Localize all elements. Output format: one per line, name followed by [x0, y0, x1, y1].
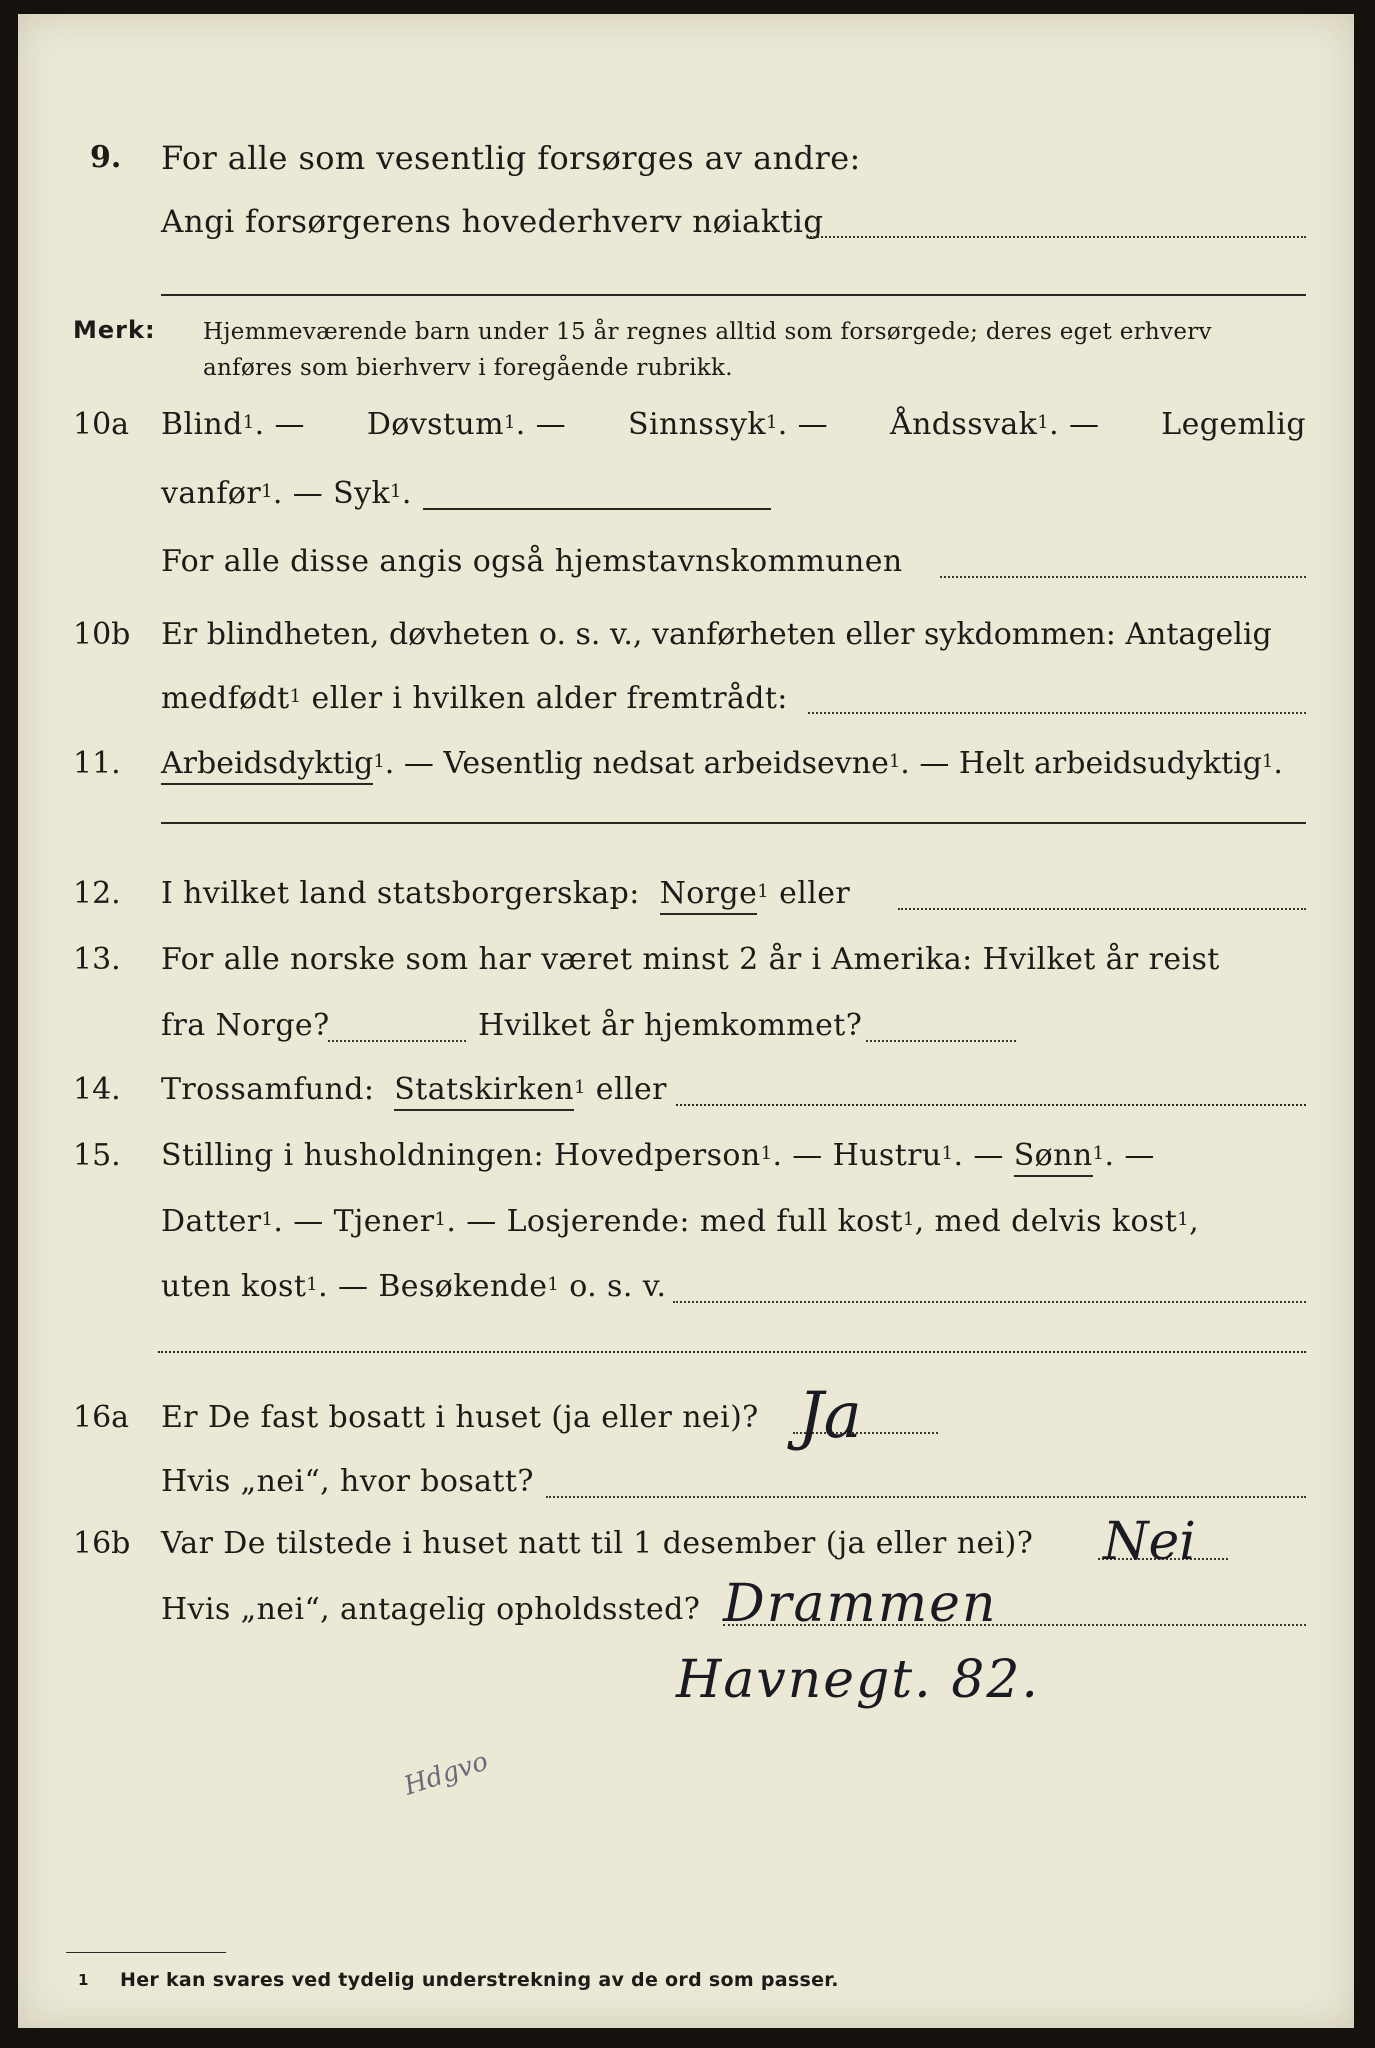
opt-legemlig: Legemlig [1161, 407, 1306, 442]
pencil-note: Hdgvo [400, 1746, 492, 1802]
q15-line1: Stilling i husholdningen: Hovedperson$^1$. — Hustru$^1$. — Sønn$^1$. — [161, 1138, 1155, 1174]
q13-number: 13. [73, 942, 121, 977]
q12-norge-underlined: Norge [660, 876, 758, 915]
q10a-syk-line [423, 508, 771, 510]
merk-label: Merk: [73, 316, 156, 344]
q16a-line2: Hvis „nei“, hvor bosatt? [161, 1464, 534, 1499]
q16a-number: 16a [73, 1400, 130, 1435]
q16b-answer-handwritten: Nei [1103, 1512, 1196, 1572]
q9-answer-line [810, 236, 1306, 238]
q10b-line2: medfødt$^1$ eller i hvilken alder fremtrådt: [161, 681, 788, 716]
q9-number: 9. [90, 140, 122, 175]
q13-line1: For alle norske som har været minst 2 år i Amerika: Hvilket år reist [161, 942, 1220, 977]
opt-vanfor: vanfør [161, 476, 262, 511]
q12-answer-line [898, 908, 1306, 910]
q16b-opholdssted-handwritten: Drammen [723, 1574, 998, 1634]
q15-answer-line [673, 1301, 1306, 1303]
q11-rule [161, 822, 1306, 824]
q10a-line2: vanfør$^1$. — Syk$^1$. [161, 476, 412, 511]
q13-reist-line [328, 1040, 466, 1042]
q10a-line1: Blind$^1$. — Døvstum$^1$. — Sinnssyk$^1$. — Åndssvak$^1$. — Legemlig [161, 407, 1306, 442]
q10b-answer-line [808, 712, 1306, 714]
opt-sinnssyk: Sinnssyk [628, 407, 766, 442]
footnote-mark: 1 [78, 1971, 89, 1989]
q11-number: 11. [73, 746, 121, 781]
q13-hjemkommet: Hvilket år hjemkommet? [478, 1008, 863, 1043]
q14-number: 14. [73, 1072, 121, 1107]
q9-rule [161, 294, 1306, 296]
merk-line1: Hjemmeværende barn under 15 år regnes alltid som forsørgede; deres eget erhverv [203, 319, 1212, 345]
q16b-number: 16b [73, 1526, 131, 1561]
q13-hjemkommet-line [866, 1040, 1016, 1042]
footnote-rule [66, 1952, 226, 1953]
opt-dovstum: Døvstum [366, 407, 504, 442]
q14-answer-line [676, 1104, 1306, 1106]
q10b-number: 10b [73, 617, 131, 652]
q16b-address-handwritten: Havnegt. 82. [676, 1650, 1040, 1710]
q14-line: Trossamfund: Statskirken$^1$ eller [161, 1072, 667, 1108]
q11-arbeidsdyktig-underlined: Arbeidsdyktig [161, 746, 373, 785]
q16b-line1: Var De tilstede i huset natt til 1 desember (ja eller nei)? [161, 1526, 1034, 1561]
q10a-answer-line [940, 576, 1306, 578]
q10a-number: 10a [73, 407, 130, 442]
q16a-answer-handwritten: Ja [798, 1379, 862, 1453]
q15-rule [158, 1351, 1306, 1353]
q10b-line1: Er blindheten, døvheten o. s. v., vanførheten eller sykdommen: Antagelig [161, 617, 1272, 652]
q15-number: 15. [73, 1138, 121, 1173]
q9-line2: Angi forsørgerens hovederhverv nøiaktig [161, 204, 824, 240]
q15-line3: uten kost$^1$. — Besøkende$^1$ o. s. v. [161, 1269, 667, 1304]
q14-statskirken-underlined: Statskirken [394, 1072, 574, 1111]
q13-fra-norge: fra Norge? [161, 1008, 330, 1043]
q16a-bosatt-line [546, 1496, 1306, 1498]
opt-syk: Syk [333, 476, 391, 511]
q9-heading: For alle som vesentlig forsørges av andre: [161, 139, 861, 177]
census-form-page [18, 14, 1354, 2028]
q11-line: Arbeidsdyktig$^1$. — Vesentlig nedsat arbeidsevne$^1$. — Helt arbeidsudyktig$^1$. [161, 746, 1283, 782]
merk-line2: anføres som bierhverv i foregående rubrikk. [203, 355, 733, 381]
opt-blind: Blind [161, 407, 243, 442]
q16a-line1: Er De fast bosatt i huset (ja eller nei)? [161, 1400, 759, 1435]
q15-line2: Datter$^1$. — Tjener$^1$. — Losjerende: med full kost$^1$, med delvis kost$^1$, [161, 1204, 1200, 1239]
q10a-line3: For alle disse angis også hjemstavnskommunen [161, 544, 903, 579]
opt-andssvak: Åndssvak [890, 407, 1038, 442]
q12-line: I hvilket land statsborgerskap: Norge$^1$ eller [161, 876, 850, 912]
q12-number: 12. [73, 876, 121, 911]
q16b-line2: Hvis „nei“, antagelig opholdssted? [161, 1592, 701, 1627]
footnote-text: Her kan svares ved tydelig understrekning av de ord som passer. [120, 1969, 839, 1991]
q15-sonn-underlined: Sønn [1014, 1138, 1093, 1177]
